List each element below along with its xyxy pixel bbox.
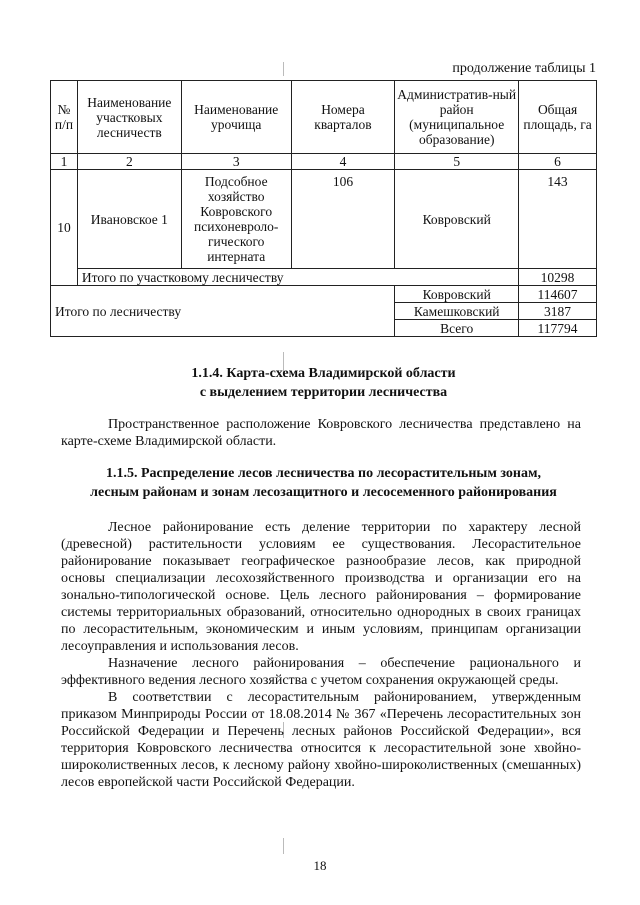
scan-gutter-line [283, 62, 284, 76]
total-value: 3187 [519, 303, 597, 320]
section-1-1-4-text [61, 416, 581, 450]
total-value: 117794 [519, 320, 597, 337]
subtotal-label: Итого по участковому лесничеству [77, 269, 518, 286]
tract-name: Подсобное хозяйство Ковровского психоневроло-гического интерната [181, 170, 291, 269]
heading-line: лесным районам и зонам лесозащитного и лесосеменного районирования [90, 485, 557, 500]
quarter-numbers: 106 [291, 170, 395, 269]
paragraph: Лесное районирование есть деление территории по характеру лесной (древесной) растительности условиям ее существования. Лесорастительное районирование показывает географическое разнообразие лесов, как природной основы специализации лесохозяйственного производства и организации его на зонально-типологической основе. Цель лесного районирования – формирование системы территориальных образований, относительно однородных в своих границах по лесорастительным, экономическим и иным условиям, принципам организации лесоуправления и использования лесов. [61, 520, 581, 654]
header-cell: Административ-ный район (муниципальное образование) [395, 81, 519, 154]
subtotal-row [51, 269, 597, 286]
header-cell: Наименование участковых лесничеств [77, 81, 181, 154]
total-row [51, 286, 597, 303]
column-number: 4 [291, 154, 395, 170]
paragraph: Пространственное расположение Ковровского лесничества представлено на карте-схеме Владимирской области. [61, 417, 581, 449]
forestry-table [50, 80, 597, 337]
row-number: 10 [51, 170, 78, 286]
header-cell: Номера кварталов [291, 81, 395, 154]
total-label: Итого по лесничеству [51, 286, 395, 337]
subtotal-value: 10298 [519, 269, 597, 286]
paragraph: В соответствии с лесорастительным районированием, утвержденным приказом Минприроды России от 18.08.2014 № 367 «Перечень лесорастительных зон Российской Федерации и Перечень лесных районов Российской Федерации», вся территория Ковровского лесничества относится к лесорастительной зоне хвойно-широколиственных лесов, к лесному району хвойно-широколиственных (смешанных) лесов европейской части Российской Федерации. [61, 690, 581, 790]
heading-line: с выделением территории лесничества [199, 385, 448, 400]
header-cell: № п/п [51, 81, 78, 154]
column-number: 5 [395, 154, 519, 170]
total-district: Камешковский [395, 303, 519, 320]
table-header-row [51, 81, 597, 154]
column-number: 2 [77, 154, 181, 170]
table-row [51, 170, 597, 269]
section-1-1-5-text [61, 519, 581, 791]
district-name: Ковровский [395, 170, 519, 269]
column-number: 1 [51, 154, 78, 170]
column-number-row [51, 154, 597, 170]
table-continuation-note: продолжение таблицы 1 [452, 61, 596, 76]
heading-line: 1.1.4. Карта-схема Владимирской области [191, 366, 456, 381]
section-heading-1-1-4 [50, 364, 597, 402]
forestry-name: Ивановское 1 [77, 170, 181, 269]
paragraph: Назначение лесного районирования – обеспечение рационального и эффективного ведения лесного хозяйства с учетом сохранения окружающей среды. [61, 656, 581, 688]
page-number: 18 [313, 858, 327, 873]
column-number: 3 [181, 154, 291, 170]
total-district: Всего [395, 320, 519, 337]
scan-gutter-line [283, 838, 284, 854]
area-value: 143 [519, 170, 597, 269]
header-cell: Наименование урочища [181, 81, 291, 154]
header-cell: Общая площадь, га [519, 81, 597, 154]
heading-line: 1.1.5. Распределение лесов лесничества по лесорастительным зонам, [105, 466, 542, 481]
column-number: 6 [519, 154, 597, 170]
total-district: Ковровский [395, 286, 519, 303]
section-heading-1-1-5 [50, 464, 597, 502]
total-value: 114607 [519, 286, 597, 303]
